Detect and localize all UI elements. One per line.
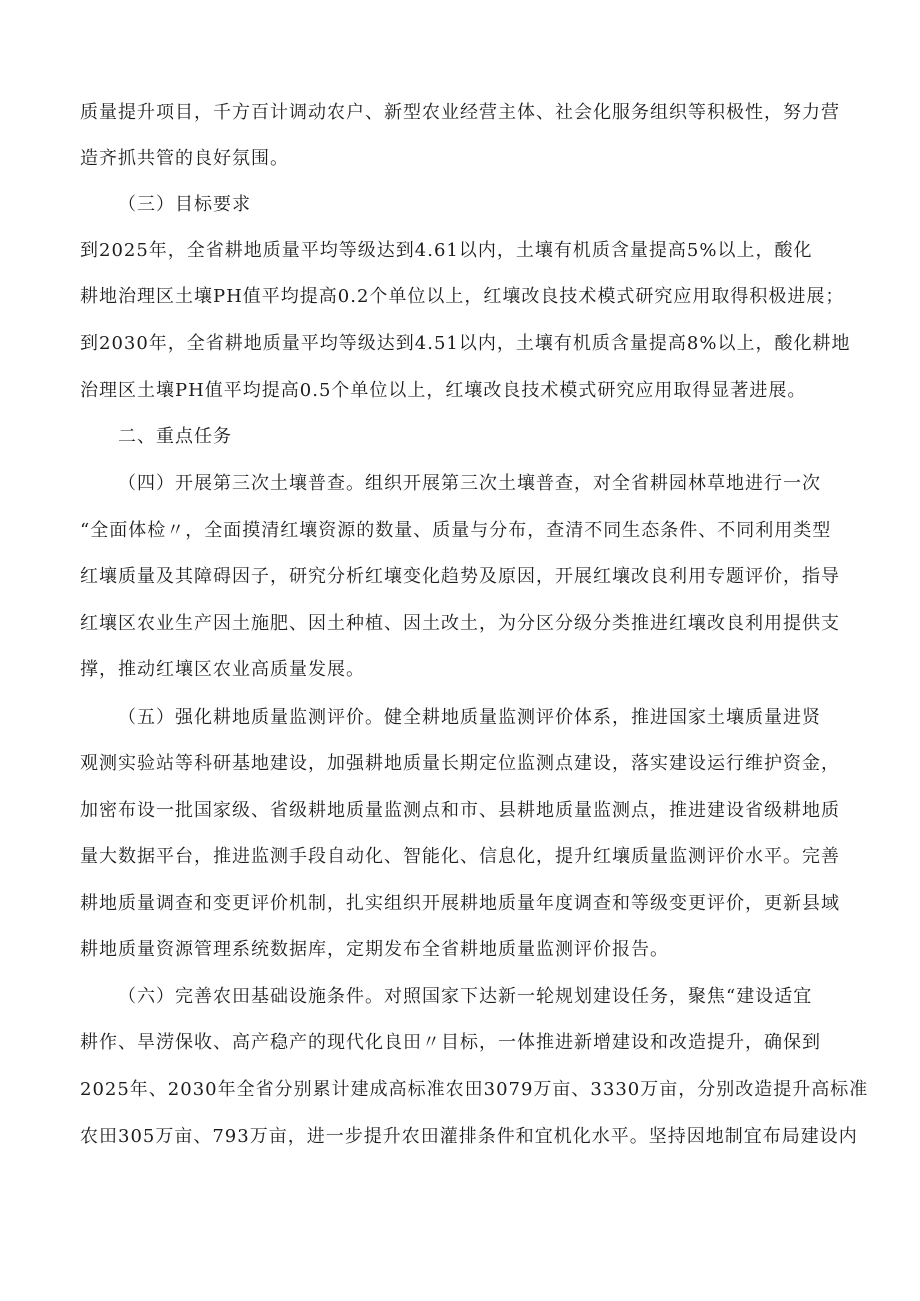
paragraph-line: 观测实验站等科研基地建设，加强耕地质量长期定位监测点建设，落实建设运行维护资金，	[80, 753, 840, 774]
paragraph-line: 红壤质量及其障碍因子，研究分析红壤变化趋势及原因，开展红壤改良利用专题评价，指导	[80, 566, 840, 587]
paragraph-line: （六）完善农田基础设施条件。对照国家下达新一轮规划建设任务，聚焦“建设适宜	[118, 986, 813, 1007]
section-heading: 二、重点任务	[118, 426, 232, 447]
paragraph-line: 农田305万亩、793万亩，进一步提升农田灌排条件和宜机化水平。坚持因地制宜布局建设内	[80, 1126, 858, 1147]
paragraph-line: “全面体检〃，全面摸清红壤资源的数量、质量与分布，查清不同生态条件、不同利用类型	[80, 520, 832, 541]
paragraph-line: 到2025年，全省耕地质量平均等级达到4.61以内，土壤有机质含量提高5%以上，酸化	[80, 240, 813, 261]
paragraph-line: （五）强化耕地质量监测评价。健全耕地质量监测评价体系，推进国家土壤质量进贤	[118, 707, 821, 728]
paragraph-line: 质量提升项目，千方百计调动农户、新型农业经营主体、社会化服务组织等积极性，努力营	[80, 102, 840, 123]
paragraph-line: 造齐抓共管的良好氛围。	[80, 148, 289, 169]
paragraph-line: 耕地治理区土壤PH值平均提高0.2个单位以上，红壤改良技术模式研究应用取得积极进展；	[80, 286, 845, 307]
paragraph-line: 到2030年，全省耕地质量平均等级达到4.51以内，土壤有机质含量提高8%以上，酸化耕地	[80, 333, 851, 354]
paragraph-line: 撑，推动红壤区农业高质量发展。	[80, 659, 365, 680]
paragraph-line: 2025年、2030年全省分别累计建成高标准农田3079万亩、3330万亩，分别改造提升高标准	[80, 1079, 869, 1100]
paragraph-line: （四）开展第三次土壤普查。组织开展第三次土壤普查，对全省耕园林草地进行一次	[118, 473, 821, 494]
paragraph-line: 治理区土壤PH值平均提高0.5个单位以上，红壤改良技术模式研究应用取得显著进展。	[80, 380, 807, 401]
paragraph-line: 加密布设一批国家级、省级耕地质量监测点和市、县耕地质量监测点，推进建设省级耕地质	[80, 800, 840, 821]
paragraph-line: 量大数据平台，推进监测手段自动化、智能化、信息化，提升红壤质量监测评价水平。完善	[80, 846, 840, 867]
paragraph-line: 耕地质量资源管理系统数据库，定期发布全省耕地质量监测评价报告。	[80, 939, 669, 960]
paragraph-line: 红壤区农业生产因土施肥、因土种植、因土改土，为分区分级分类推进红壤改良利用提供支	[80, 613, 840, 634]
section-heading: （三）目标要求	[118, 194, 251, 215]
paragraph-line: 耕地质量调查和变更评价机制，扎实组织开展耕地质量年度调查和等级变更评价，更新县域	[80, 893, 840, 914]
paragraph-line: 耕作、旱涝保收、高产稳产的现代化良田〃目标，一体推进新增建设和改造提升，确保到	[80, 1032, 821, 1053]
